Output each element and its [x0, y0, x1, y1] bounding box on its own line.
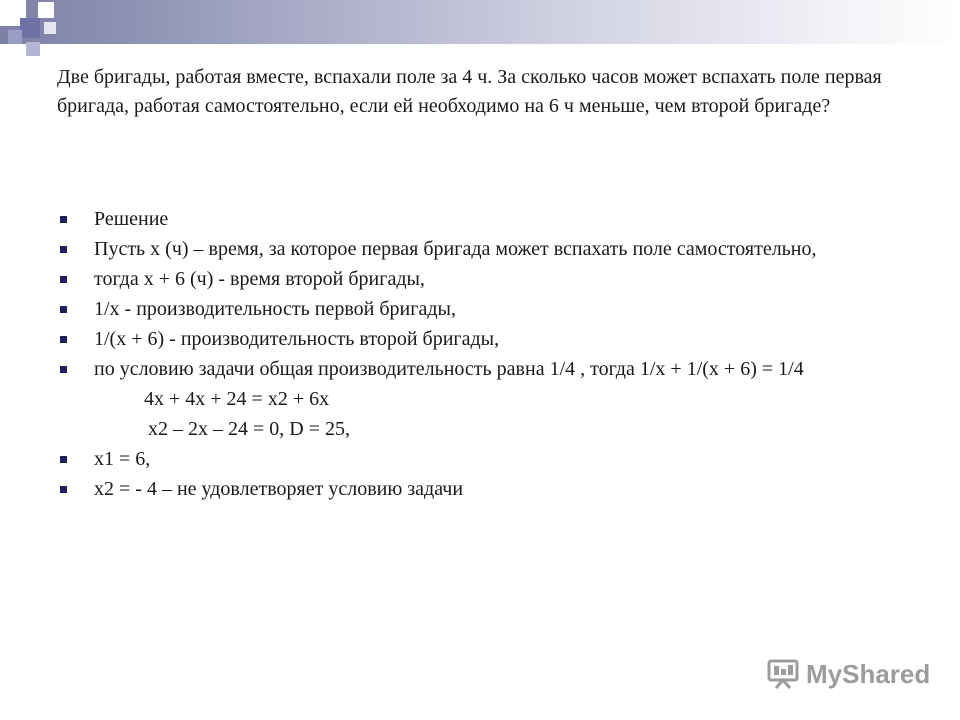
decor-square: [44, 22, 56, 34]
equation: х2 – 2х – 24 = 0, D = 25,: [148, 418, 351, 440]
solution-step: 1/(х + 6) - производительность второй бригады,: [94, 328, 500, 350]
solution-step: тогда х + 6 (ч) - время второй бригады,: [94, 268, 425, 290]
watermark-logo: [766, 656, 936, 692]
solution-step: 1/х - производительность первой бригады,: [94, 298, 456, 320]
solution-step: Пусть х (ч) – время, за которое первая бригада может вспахать поле самостоятельно,: [94, 238, 817, 260]
bullet-icon: [60, 216, 67, 223]
problem-statement: Две бригады, работая вместе, вспахали поле за 4 ч. За сколько часов может вспахать поле первая бригада, работая самостоятельно, если ей необходимо на 6 ч меньше, чем второй бригаде?: [57, 66, 882, 117]
equation-line: [60, 419, 920, 440]
decor-square: [8, 30, 22, 44]
list-item: [60, 359, 920, 380]
bullet-icon: [60, 276, 67, 283]
list-item: [60, 239, 920, 260]
solution-step: по условию задачи общая производительность равна 1/4 , тогда 1/х + 1/(х + 6) = 1/4: [94, 358, 804, 380]
bullet-icon: [60, 336, 67, 343]
solution-heading: Решение: [94, 208, 169, 230]
equation-line: [60, 389, 920, 410]
decor-square: [20, 18, 40, 38]
list-item: [60, 449, 920, 470]
list-item: [60, 209, 920, 230]
presentation-board-icon: [766, 657, 800, 691]
list-item: [60, 269, 920, 290]
bullet-icon: [60, 246, 67, 253]
list-item: [60, 299, 920, 320]
root-value: х1 = 6,: [94, 448, 151, 470]
decor-square: [38, 2, 54, 18]
bullet-icon: [60, 366, 67, 373]
watermark-text: MyShared: [806, 658, 931, 689]
list-item: [60, 479, 920, 500]
bullet-icon: [60, 486, 67, 493]
equation: 4х + 4х + 24 = х2 + 6х: [144, 388, 330, 410]
bullet-icon: [60, 306, 67, 313]
bullet-icon: [60, 456, 67, 463]
decor-square: [26, 42, 40, 56]
list-item: [60, 329, 920, 350]
root-value: х2 = - 4 – не удовлетворяет условию задачи: [94, 478, 464, 500]
solution-list: [60, 209, 920, 509]
slide-header-bar: [0, 0, 960, 44]
